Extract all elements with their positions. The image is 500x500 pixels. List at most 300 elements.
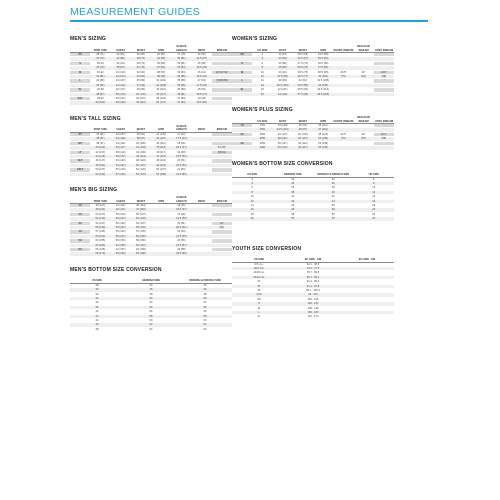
column-header: WAIST	[131, 196, 151, 204]
table-cell: 35 (89)	[273, 66, 293, 70]
column-header: PANT SIZE	[90, 45, 110, 53]
table-cell: 57 (145)	[90, 230, 110, 234]
table-cell: 1X	[232, 124, 252, 128]
table-cell: 36.5 (93)	[313, 61, 333, 65]
table-cell: 37.5 (95)	[293, 92, 313, 96]
table-cell: 32	[273, 177, 314, 181]
section-title: WOMEN'S BOTTOM SIZE CONVERSION	[232, 160, 333, 167]
table-cell: 32 (81)	[131, 70, 151, 74]
table-cell: 58 (147)	[111, 234, 131, 238]
table-cell: 44 (112)	[151, 141, 171, 145]
table-cell: 38 (97)	[90, 137, 110, 141]
table-cell: XS	[232, 53, 252, 57]
table-cell	[192, 252, 212, 256]
section-title: MEN'S SIZING	[70, 36, 107, 42]
table-cell: 50 (127)	[111, 217, 131, 221]
table-cell: 40 (102)	[131, 141, 151, 145]
table-row	[232, 217, 394, 221]
column-header: INSEAM	[212, 125, 232, 133]
table-cell: 48	[313, 208, 354, 212]
column-header: US SIZE	[252, 45, 272, 53]
table-cell	[333, 146, 353, 150]
table-cell: 23.5 (60)	[171, 252, 191, 256]
section-title: MEN'S TALL SIZING	[70, 115, 121, 122]
table-cell: M	[70, 70, 90, 74]
table-cell: 35 (89)	[171, 79, 191, 83]
table-cell: MT	[70, 141, 90, 145]
table-cell: 37 (94)	[151, 66, 171, 70]
table-cell: 38	[273, 190, 314, 194]
table-cell: 34	[70, 297, 124, 301]
table-cell: M	[232, 70, 252, 74]
table-cell: 46 (117)	[111, 146, 131, 150]
column-header	[232, 116, 252, 124]
table-cell	[232, 92, 252, 96]
table-cell: 20.5 (52)	[171, 163, 191, 167]
table-cell: 21 (53)	[171, 168, 191, 172]
table-cell: 62	[124, 323, 178, 327]
table-cell: 39 (99)	[131, 88, 151, 92]
table-cell: 52 (132)	[273, 146, 293, 150]
table-cell: 14	[354, 195, 395, 199]
table-cell: 39 (99)	[151, 75, 171, 79]
table-cell: 56 (142)	[90, 225, 110, 229]
table-cell: 36 (91)	[90, 132, 110, 136]
table-cell: 2X	[232, 132, 252, 136]
table-cell: 35 (89)	[171, 88, 191, 92]
table-cell: 36-38	[90, 88, 110, 92]
table-cell: 32 (81)	[171, 57, 191, 61]
table-cell: 10	[354, 186, 395, 190]
table-cell: 22W	[252, 141, 272, 145]
table-cell: 60 (152)	[131, 234, 151, 238]
column-header: EU SIZE - CM	[340, 255, 394, 263]
table-cell: 48 (124)	[313, 132, 333, 136]
table-cell: 41 (104)	[151, 132, 171, 136]
table-cell: 55 (140)	[313, 146, 333, 150]
column-header: REGULAR INSEAM	[354, 116, 374, 124]
table-cell: 37 (94)	[171, 97, 191, 101]
table-cell: 33.5 (85)	[293, 83, 313, 87]
table-cell: 116 - 125	[286, 297, 340, 301]
table-cell: 42 (107)	[111, 132, 131, 136]
table-cell: 32 (81)	[90, 75, 110, 79]
table-cell: 26 (66)	[131, 53, 151, 57]
table-cell: 36 (91)	[111, 61, 131, 65]
table-cell: 58	[124, 314, 178, 318]
table-cell: 46 (117)	[151, 92, 171, 96]
table-cell: 46	[273, 208, 314, 212]
table-cell: (88)	[374, 75, 394, 79]
mens-tall-sizing-section	[70, 116, 232, 177]
column-header: SLEEVE LENGTH	[171, 196, 191, 204]
table-row	[70, 172, 232, 176]
table-cell: 29.5"	[333, 132, 353, 136]
column-header: BUST	[273, 45, 293, 53]
table-cell: 42 (107)	[90, 150, 110, 154]
table-cell: L	[232, 311, 286, 315]
column-header: EU SIZE - CM	[286, 255, 340, 263]
column-header	[70, 196, 90, 204]
column-header: SHORT INSEAM	[333, 45, 353, 53]
table-cell: 19.5 (50)	[171, 217, 191, 221]
table-cell: 50 (127)	[131, 212, 151, 216]
table-cell: 1X	[70, 203, 90, 207]
table-cell	[232, 146, 252, 150]
table-cell: 44 (112)	[111, 83, 131, 87]
table-cell: 41.5 (105)	[313, 79, 333, 83]
column-header: NECK	[192, 45, 212, 53]
table-cell: 34 (86)	[273, 61, 293, 65]
table-cell: 28 (71)	[90, 53, 110, 57]
table-cell: S	[232, 302, 286, 306]
table-cell: XL	[232, 88, 252, 92]
table-cell: 44 (112)	[111, 141, 131, 145]
table-cell: 50 (127)	[90, 212, 110, 216]
table-cell	[70, 252, 90, 256]
table-cell: 17.5 (44)	[192, 83, 212, 87]
table-cell: 21.5 (55)	[171, 172, 191, 176]
table-cell: 38 (97)	[90, 141, 110, 145]
table-cell: 39 (99)	[273, 79, 293, 83]
table-cell	[212, 101, 232, 105]
table-cell: 55 (140)	[111, 230, 131, 234]
table-cell: 18	[354, 203, 395, 207]
table-cell: 14.5 (37)	[192, 57, 212, 61]
column-header: US SIZE	[232, 170, 273, 178]
table-cell: 36	[273, 186, 314, 190]
table-cell: XS	[232, 297, 286, 301]
table-cell: 78.7 - 83.8	[286, 271, 340, 275]
table-cell: 50 (127)	[151, 101, 171, 105]
table-cell: 40 (102)	[90, 101, 110, 105]
table-cell: 12/18 mo.	[232, 271, 286, 275]
table-cell: XXLT	[70, 168, 90, 172]
table-cell: 22 (56)	[171, 239, 191, 243]
table-cell: 61 (155)	[111, 243, 131, 247]
table-cell: 66 (168)	[131, 252, 151, 256]
table-cell: (81)	[354, 75, 374, 79]
table-cell: 46	[178, 288, 232, 292]
table-cell: 5X	[70, 239, 90, 243]
column-header: LONG INSEAM	[374, 116, 394, 124]
table-cell: 32	[70, 292, 124, 296]
table-cell: 48	[273, 212, 314, 216]
youth-section	[232, 246, 394, 320]
table-cell: 44 (112)	[151, 88, 171, 92]
table-cell: 15.5 (39)	[192, 66, 212, 70]
section-title: MEN'S BIG SIZING	[70, 186, 118, 193]
table-cell: 3X	[232, 141, 252, 145]
table-cell: 40	[273, 195, 314, 199]
table-cell: 54 (137)	[131, 221, 151, 225]
table-cell: 54 (137)	[111, 225, 131, 229]
table-cell: 24W	[252, 146, 272, 150]
table-cell: 21.5 (55)	[171, 234, 191, 238]
table-cell: 48 (122)	[90, 208, 110, 212]
mens-bottom-section	[70, 267, 232, 332]
table-cell: 35 (89)	[151, 61, 171, 65]
table-cell	[340, 315, 394, 319]
table-cell: 30.5 (77)	[293, 75, 313, 79]
table-cell: 46 (117)	[111, 208, 131, 212]
table-cell: 59 (150)	[111, 239, 131, 243]
column-header: WAIST	[293, 45, 313, 53]
column-header: NECK	[192, 125, 212, 133]
table-cell: 17.5 (44)	[171, 137, 191, 141]
table-cell: 47 (119)	[151, 154, 171, 158]
table-cell: 28-30	[90, 61, 110, 65]
table-cell: 62	[178, 323, 232, 327]
table-cell: 18	[252, 88, 272, 92]
table-cell: 34 (86)	[151, 57, 171, 61]
table-cell: 15 (38)	[192, 61, 212, 65]
table-cell: 50 (127)	[111, 97, 131, 101]
table-cell: 62.2 - 68.5	[286, 262, 340, 266]
table-cell	[354, 92, 374, 96]
page-title: MEASUREMENT GUIDES	[70, 6, 201, 18]
section-title: WOMEN'S SIZING	[232, 36, 278, 42]
table-cell: 54 (137)	[131, 172, 151, 176]
table-cell: (76/81/86)	[212, 79, 232, 83]
table-cell: 38 (97)	[151, 70, 171, 74]
mens-sizing-section	[70, 36, 232, 106]
table-cell: 8	[232, 190, 273, 194]
table-cell: 12	[354, 190, 395, 194]
column-header: CHEST	[111, 125, 131, 133]
table-cell: L	[70, 79, 90, 83]
table-cell: 10	[252, 70, 272, 74]
table-cell: 44 (112)	[111, 203, 131, 207]
table-cell: 50 (127)	[90, 168, 110, 172]
column-header: CHEST	[111, 45, 131, 53]
table-cell: 36 (91)	[131, 132, 151, 136]
table-cell: 32 (81)	[293, 79, 313, 83]
table-cell: 34	[313, 177, 354, 181]
table-cell: 34.5 (88)	[313, 53, 333, 57]
table-cell: 31 (79)	[131, 66, 151, 70]
section-title: WOMEN'S PLUS SIZING	[232, 107, 293, 114]
table-cell: 46	[313, 203, 354, 207]
table-cell: 43 (109)	[313, 83, 333, 87]
table-cell: 38	[313, 186, 354, 190]
table-cell: 91.4 - 97.8	[286, 284, 340, 288]
table-cell: 16 (41)	[192, 70, 212, 74]
table-cell: 35.5 (90)	[313, 57, 333, 61]
table-cell: 54	[178, 305, 232, 309]
table-cell: 46 (117)	[90, 159, 110, 163]
table-cell: 18.5 (47)	[171, 146, 191, 150]
table-cell: 74.9 - 77.5	[286, 266, 340, 270]
table-cell: 26.5 (67)	[293, 57, 313, 61]
table-row	[70, 252, 232, 256]
table-cell: 33 (84)	[171, 70, 191, 74]
table-cell: 51 (130)	[151, 172, 171, 176]
table-cell: 36	[70, 301, 124, 305]
table-row	[70, 327, 232, 331]
table-cell: XS	[70, 53, 90, 57]
table-cell: 16.5 (42)	[192, 75, 212, 79]
table-cell: 42	[70, 314, 124, 318]
table-cell: 48 (122)	[111, 212, 131, 216]
table-cell: 30"/32"/34"	[212, 70, 232, 74]
table-cell: 28 (71)	[131, 57, 151, 61]
column-header: INSEAM	[212, 196, 232, 204]
table-cell: 50 (127)	[273, 141, 293, 145]
table-cell: 45 (114)	[151, 146, 171, 150]
table-cell: 35 (89)	[171, 83, 191, 87]
table-cell: 3T	[232, 284, 286, 288]
section-title: YOUTH SIZE CONVERSION	[232, 245, 302, 252]
table-cell: 20 (51)	[171, 159, 191, 163]
table-cell: 52	[178, 301, 232, 305]
table-cell: 46	[124, 288, 178, 292]
table-cell: 2T	[232, 280, 286, 284]
column-header: GERMAN SIZE	[273, 170, 314, 178]
table-cell: 58	[178, 314, 232, 318]
table-cell: 57 (145)	[111, 172, 131, 176]
table-cell: 48	[178, 292, 232, 296]
table-cell: 46 (117)	[151, 150, 171, 154]
size-table	[232, 170, 394, 222]
table-cell: 31 (79)	[171, 53, 191, 57]
table-cell: 18/24 mo.	[232, 275, 286, 279]
column-header: WAIST	[131, 125, 151, 133]
table-cell: 52 (132)	[111, 101, 131, 105]
table-cell: 45 (114)	[131, 154, 151, 158]
table-cell: 0/6 mo.	[232, 262, 286, 266]
table-cell: 38 (97)	[293, 128, 313, 132]
table-cell: 38 (97)	[111, 66, 131, 70]
table-cell: 35.5 (90)	[293, 88, 313, 92]
column-header: US SIZE	[70, 276, 124, 284]
table-cell: 22	[354, 212, 395, 216]
table-row	[70, 101, 232, 105]
table-cell: 44.5 (113)	[273, 128, 293, 132]
table-cell: 38.5 (98)	[313, 70, 333, 74]
column-header: PANT SIZE	[90, 196, 110, 204]
table-cell: 34 (86)	[171, 75, 191, 79]
table-cell: 43 (109)	[131, 150, 151, 154]
table-cell: LT	[70, 150, 90, 154]
table-cell: 22.5 (57)	[171, 243, 191, 247]
table-cell: 18 (46)	[171, 141, 191, 145]
table-cell: 40 (102)	[131, 92, 151, 96]
column-header: UK SIZE	[354, 170, 395, 178]
table-cell: 63 (160)	[131, 248, 151, 252]
table-cell: 23 (58)	[171, 248, 191, 252]
column-header: INSEAM	[212, 45, 232, 53]
table-cell: 43 (109)	[151, 83, 171, 87]
table-cell: 62 (157)	[131, 243, 151, 247]
column-header: HIPS	[151, 196, 171, 204]
table-cell: 53 (135)	[313, 141, 333, 145]
table-cell: 30	[70, 288, 124, 292]
table-cell: (86/91)	[212, 150, 232, 154]
table-cell: 56 (142)	[131, 225, 151, 229]
section-title: MEN'S BOTTOM SIZE CONVERSION	[70, 266, 162, 273]
table-cell	[374, 92, 394, 96]
table-cell: 2	[232, 177, 273, 181]
column-header: REGULAR INSEAM	[354, 45, 374, 53]
right-column	[232, 36, 394, 330]
table-cell: 29.5"	[333, 70, 353, 74]
table-cell: 50	[124, 297, 178, 301]
table-cell: 49 (124)	[151, 163, 171, 167]
table-cell: 33 (84)	[273, 57, 293, 61]
table-cell: 40 (102)	[293, 132, 313, 136]
table-cell: 6	[232, 186, 273, 190]
table-cell: 10	[232, 195, 273, 199]
column-header: CHEST	[111, 196, 131, 204]
table-cell: 64	[178, 327, 232, 331]
table-cell: 38-40	[90, 97, 110, 101]
table-cell: 17 (43)	[192, 79, 212, 83]
table-cell: 44 (112)	[90, 154, 110, 158]
table-cell: 27.5 (70)	[293, 61, 313, 65]
table-cell: 46.5 (118)	[313, 92, 333, 96]
table-cell: 44	[70, 319, 124, 323]
table-cell: 28.5 (72)	[293, 66, 313, 70]
table-cell: 54	[124, 305, 178, 309]
table-cell: 48 (122)	[151, 97, 171, 101]
table-cell: 56	[178, 310, 232, 314]
table-cell: 2	[252, 53, 272, 57]
table-cell: M	[232, 306, 286, 310]
table-cell: 34	[273, 181, 314, 185]
table-cell: 37.5 (95)	[313, 66, 333, 70]
column-header: WAIST	[293, 116, 313, 124]
table-cell: 52 (132)	[90, 217, 110, 221]
table-cell: 45 (114)	[313, 124, 333, 128]
table-cell: 50	[178, 297, 232, 301]
table-cell: 6	[252, 61, 272, 65]
womens-bottom-section	[232, 161, 394, 222]
table-cell: 6X	[70, 248, 90, 252]
table-cell	[151, 252, 171, 256]
table-cell: 40	[70, 310, 124, 314]
table-cell: 59 (150)	[131, 239, 151, 243]
table-cell: 44 (112)	[293, 141, 313, 145]
table-cell: 20.5 (52)	[171, 225, 191, 229]
table-cell: 54 (137)	[90, 221, 110, 225]
table-cell: 42	[313, 195, 354, 199]
table-cell: 33 (84)	[171, 66, 191, 70]
table-cell: 52 (132)	[90, 172, 110, 176]
table-cell: 8	[354, 181, 395, 185]
size-table	[232, 116, 394, 150]
table-cell: 42 (107)	[111, 79, 131, 83]
left-column	[70, 36, 232, 342]
column-header: SPANISH & FRENCH SIZE	[313, 170, 354, 178]
column-header: US SIZE	[232, 255, 286, 263]
table-cell: (81)	[354, 137, 374, 141]
table-cell	[70, 101, 90, 105]
table-cell: 52 (132)	[131, 168, 151, 172]
womens-plus-section	[232, 107, 394, 150]
table-cell: 60	[124, 319, 178, 323]
table-cell: 48 (122)	[111, 150, 131, 154]
table-cell: (81)	[212, 225, 232, 229]
table-cell: 60	[178, 319, 232, 323]
table-cell: 41 (104)	[131, 146, 151, 150]
table-cell: 17 (43)	[171, 132, 191, 136]
column-header: GERMAN SIZE	[124, 276, 178, 284]
table-cell: 16	[252, 83, 272, 87]
table-cell: 52 (132)	[111, 159, 131, 163]
table-cell: 40 (102)	[313, 75, 333, 79]
table-cell: 36 (91)	[90, 83, 110, 87]
